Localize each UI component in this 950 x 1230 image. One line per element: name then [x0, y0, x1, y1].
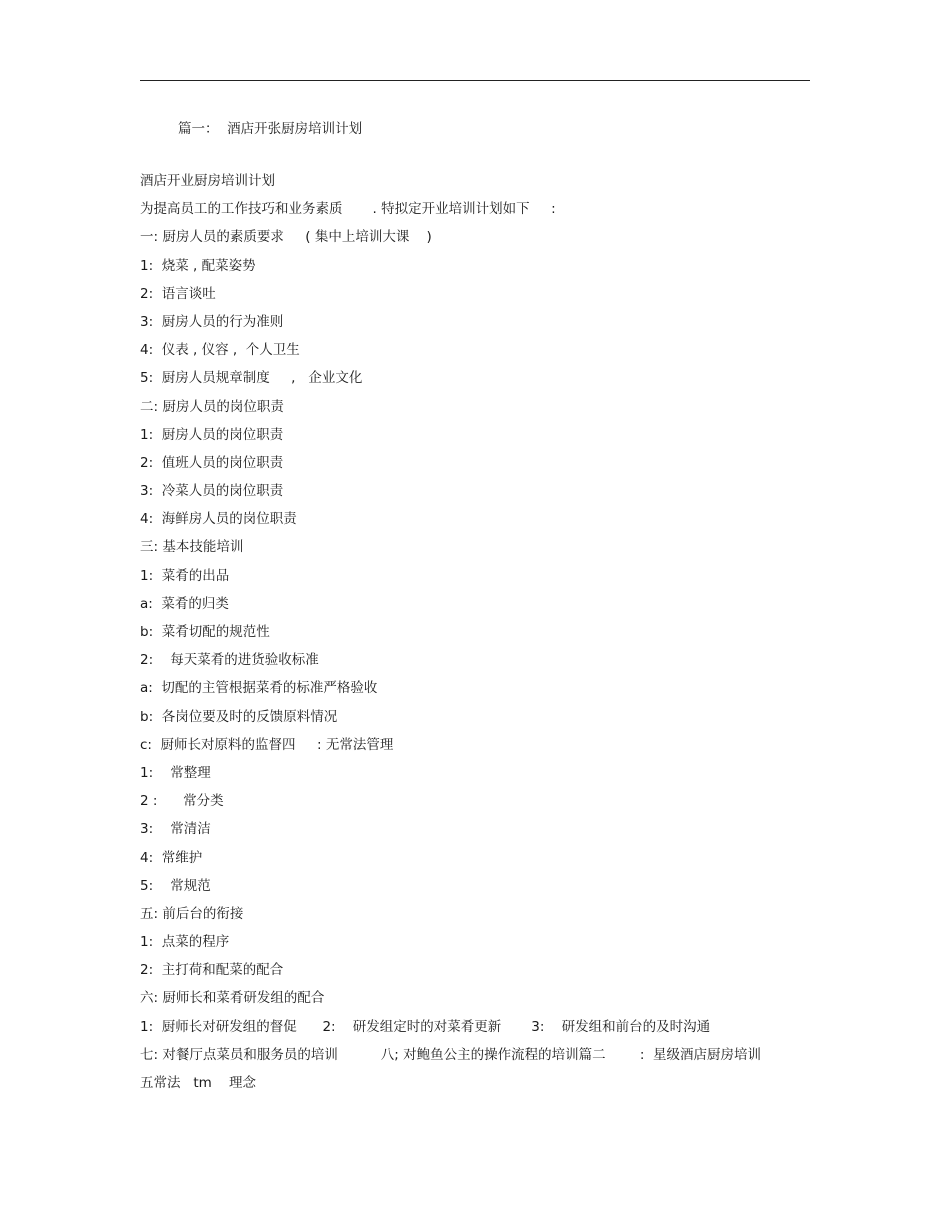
text-line: 2: 每天菜肴的进货验收标准 — [140, 652, 319, 669]
text-line: a: 切配的主管根据菜肴的标准严格验收 — [140, 680, 378, 697]
text-line: 3: 常清洁 — [140, 821, 211, 838]
text-line: 1: 烧菜 , 配菜姿势 — [140, 257, 256, 274]
text-line: 五常法 tm 理念 — [140, 1075, 256, 1091]
header-rule — [140, 80, 810, 81]
text-line: 1: 常整理 — [140, 764, 211, 781]
text-line: 5: 厨房人员规章制度 , 企业文化 — [140, 370, 363, 387]
document-body — [140, 170, 820, 1100]
text-line: 2: 主打荷和配菜的配合 — [140, 962, 284, 979]
text-line: 1: 厨房人员的岗位职责 — [140, 426, 284, 443]
text-line: 2 : 常分类 — [140, 793, 224, 810]
text-line: 2: 语言谈吐 — [140, 285, 216, 302]
text-line: 2: 值班人员的岗位职责 — [140, 454, 284, 471]
text-line: 一: 厨房人员的素质要求 ( 集中上培训大课 ) — [140, 229, 432, 246]
text-line: 4: 海鲜房人员的岗位职责 — [140, 511, 297, 528]
text-line: a: 菜肴的归类 — [140, 595, 229, 612]
text-line: 六: 厨师长和菜肴研发组的配合 — [140, 990, 325, 1007]
text-line: 3: 厨房人员的行为准则 — [140, 313, 284, 330]
text-line: 1: 点菜的程序 — [140, 934, 230, 951]
text-line: b: 各岗位要及时的反馈原料情况 — [140, 708, 338, 725]
text-line: 1: 菜肴的出品 — [140, 567, 230, 584]
text-line: 三: 基本技能培训 — [140, 539, 244, 556]
text-line: 二: 厨房人员的岗位职责 — [140, 398, 284, 415]
text-line: 3: 冷菜人员的岗位职责 — [140, 483, 284, 500]
text-line: c: 厨师长对原料的监督四 : 无常法管理 — [140, 736, 394, 753]
text-line: 五: 前后台的衔接 — [140, 905, 244, 922]
text-line: 5: 常规范 — [140, 877, 211, 894]
text-line: 酒店开业厨房培训计划 — [140, 173, 275, 189]
section-heading: 篇一： 酒店开张厨房培训计划 — [178, 121, 363, 137]
text-line: b: 菜肴切配的规范性 — [140, 624, 270, 640]
text-line: 为提高员工的工作技巧和业务素质 . 特拟定开业培训计划如下 : — [140, 201, 556, 218]
text-line: 1: 厨师长对研发组的督促 2: 研发组定时的对菜肴更新 3: 研发组和前台的及时沟通 — [140, 1018, 711, 1035]
text-line: 4: 仪表 , 仪容 , 个人卫生 — [140, 342, 300, 359]
text-line: 七: 对餐厅点菜员和服务员的培训 八; 对鲍鱼公主的操作流程的培训篇二 : 星级酒店厨房培训 — [140, 1046, 762, 1063]
text-line: 4: 常维护 — [140, 849, 203, 866]
